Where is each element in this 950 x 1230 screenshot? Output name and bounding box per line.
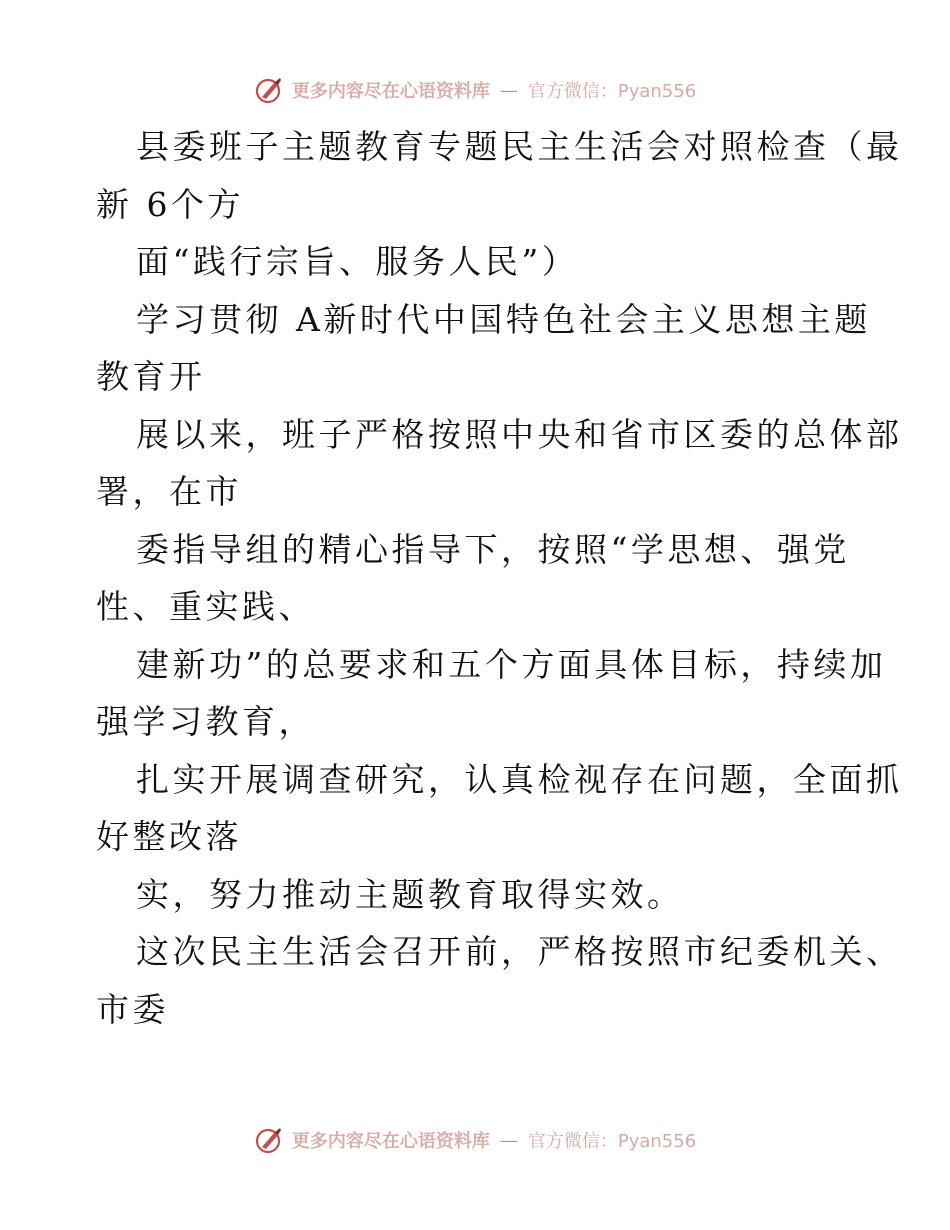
text-line: 县委班子主题教育专题民主生活会对照检查（最 xyxy=(136,127,903,166)
text-line: 扎实开展调查研究，认真检视存在问题，全面抓 xyxy=(136,759,903,799)
watermark-separator: — xyxy=(499,1129,518,1151)
text-line: 面“践行宗旨、服务人民”） xyxy=(136,242,579,281)
text-line: 好整改落 xyxy=(96,817,242,856)
watermark-contact: 官方微信：Pyan556 xyxy=(527,81,697,102)
text-line: 展以来，班子严格按照中央和省市区委的总体部 xyxy=(136,414,903,454)
text-line: 强学习教育， xyxy=(96,702,315,741)
watermark-contact: 官方微信：Pyan556 xyxy=(527,1131,697,1152)
text-line: 教育开 xyxy=(96,357,206,396)
quill-pen-logo-icon xyxy=(254,1125,284,1155)
text-line: 署，在市 xyxy=(96,472,242,511)
document-body xyxy=(96,118,903,1038)
text-line: 委指导组的精心指导下，按照“学思想、强党 xyxy=(136,529,850,569)
text-line: 市委 xyxy=(96,989,169,1029)
quill-pen-logo-icon xyxy=(254,75,284,105)
text-line: 性、重实践、 xyxy=(96,587,315,626)
watermark-separator: — xyxy=(499,79,518,101)
text-line: 学习贯彻 A新时代中国特色社会主义思想主题 xyxy=(136,299,871,339)
text-line: 实，努力推动主题教育取得实效。 xyxy=(136,874,684,914)
text-line: 新 6个方 xyxy=(96,184,244,224)
text-line: 建新功”的总要求和五个方面具体目标，持续加 xyxy=(136,644,887,684)
footer-watermark xyxy=(0,1120,950,1160)
watermark-text: 更多内容尽在心语资料库 xyxy=(291,1131,490,1152)
header-watermark xyxy=(0,70,950,110)
watermark-text: 更多内容尽在心语资料库 xyxy=(291,81,490,102)
text-line: 这次民主生活会召开前，严格按照市纪委机关、 xyxy=(136,932,903,971)
